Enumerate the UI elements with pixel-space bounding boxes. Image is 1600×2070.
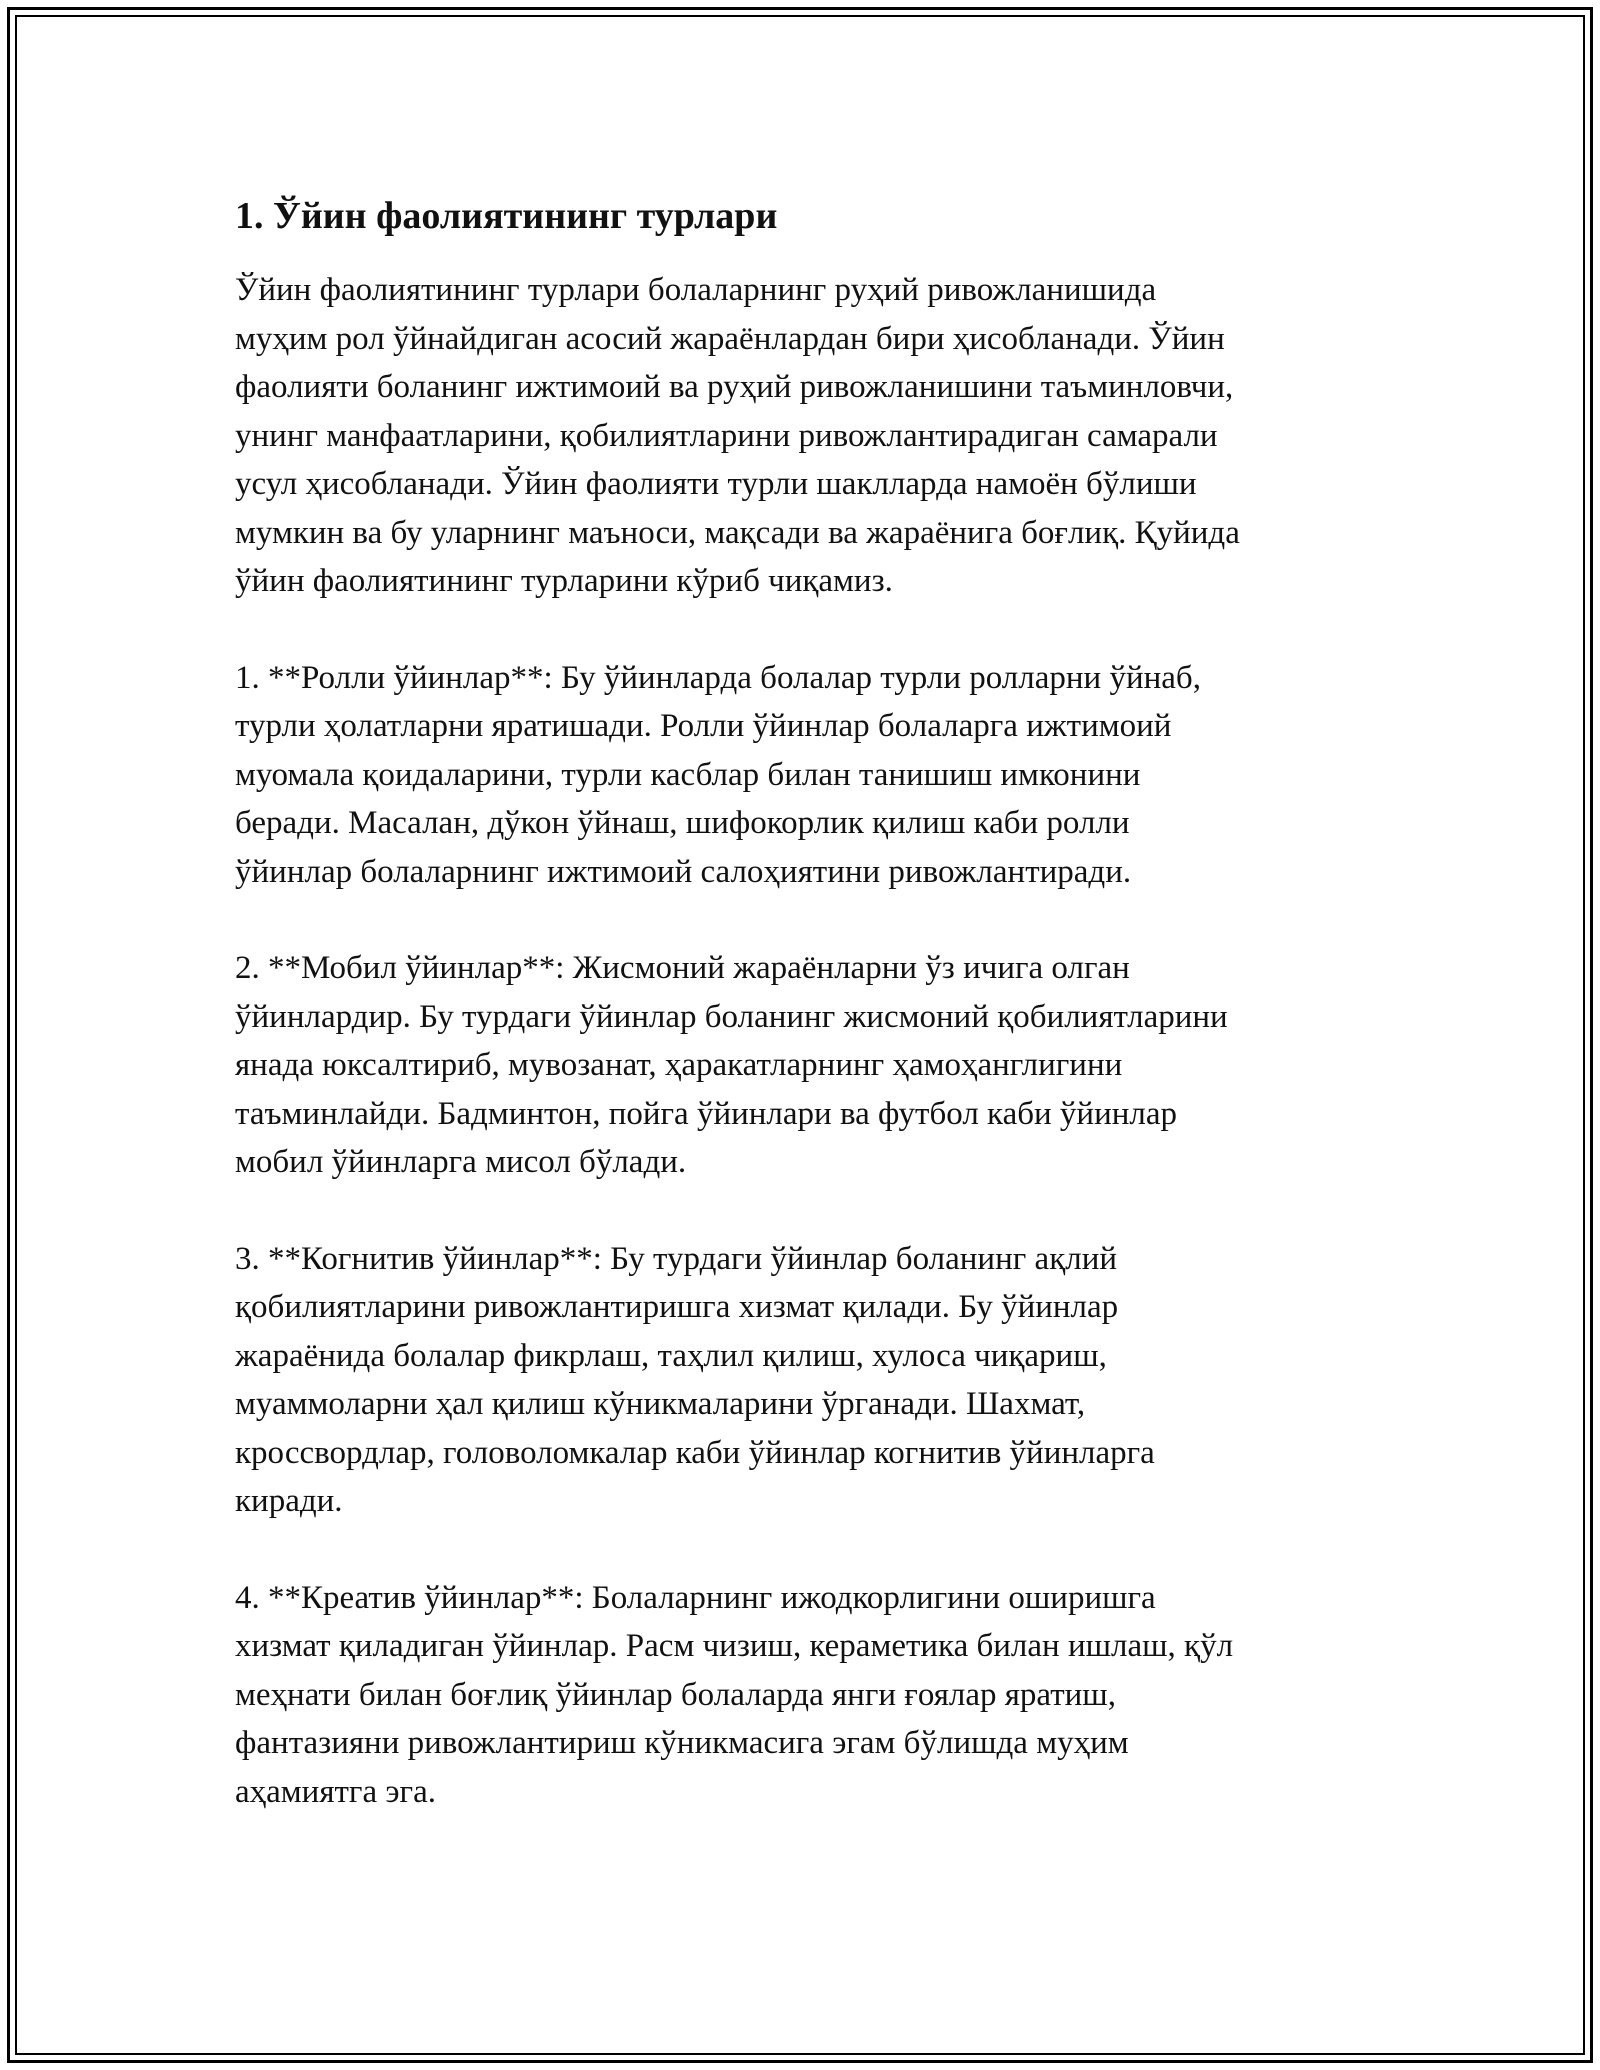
- section-heading: 1. Ўйин фаолиятининг турлари: [235, 195, 778, 237]
- paragraph-creative-games: 4. **Креатив ўйинлар**: Болаларнинг ижодкорлигини оширишга хизмат қиладиган ўйинлар. Расм чизиш, кераметика билан ишлаш, қўл меҳнати билан боғлиқ ўйинлар болаларда янги ғоялар яратиш, фантазияни ривожлантириш кўникмасига эгам бўлишда муҳим аҳамиятга эга.: [235, 1579, 1234, 1810]
- intro-paragraph: Ўйин фаолиятининг турлари болаларнинг руҳий ривожланишида муҳим рол ўйнайдиган асосий жараёнлардан бири ҳисобланади. Ўйин фаолияти боланинг ижтимоий ва руҳий ривожланишини таъминловчи, унинг манфаатларини, қобилиятларини ривожлантирадиган самарали усул ҳисобланади. Ўйин фаолияти турли шаклларда намоён бўлиши мумкин ва бу уларнинг маъноси, мақсади ва жараёнига боғлиқ. Қуйида ўйин фаолиятининг турларини кўриб чиқамиз.: [235, 272, 1240, 599]
- paragraph-cognitive-games: 3. **Когнитив ўйинлар**: Бу турдаги ўйинлар боланинг ақлий қобилиятларини ривожлантиришга хизмат қилади. Бу ўйинлар жараёнида болалар фикрлаш, таҳлил қилиш, хулоса чиқариш, муаммоларни ҳал қилиш кўникмаларини ўрганади. Шахмат, кроссвордлар, головоломкалар каби ўйинлар когнитив ўйинларга киради.: [235, 1240, 1155, 1519]
- paragraph-mobile-games: 2. **Мобил ўйинлар**: Жисмоний жараёнларни ўз ичига олган ўйинлардир. Бу турдаги ўйинлар боланинг жисмоний қобилиятларини янада юксалтириб, мувозанат, ҳаракатларнинг ҳамоҳанглигини таъминлайди. Бадминтон, пойга ўйинлари ва футбол каби ўйинлар мобил ўйинларга мисол бўлади.: [235, 950, 1228, 1180]
- paragraph-role-games: 1. **Ролли ўйинлар**: Бу ўйинларда болалар турли ролларни ўйнаб, турли ҳолатларни яратишади. Ролли ўйинлар болаларга ижтимоий муомала қоидаларини, турли касблар билан танишиш имконини беради. Масалан, дўкон ўйнаш, шифокорлик қилиш каби ролли ўйинлар болаларнинг ижтимоий салоҳиятини ривожлантиради.: [235, 659, 1201, 890]
- document-body: [235, 188, 1375, 1864]
